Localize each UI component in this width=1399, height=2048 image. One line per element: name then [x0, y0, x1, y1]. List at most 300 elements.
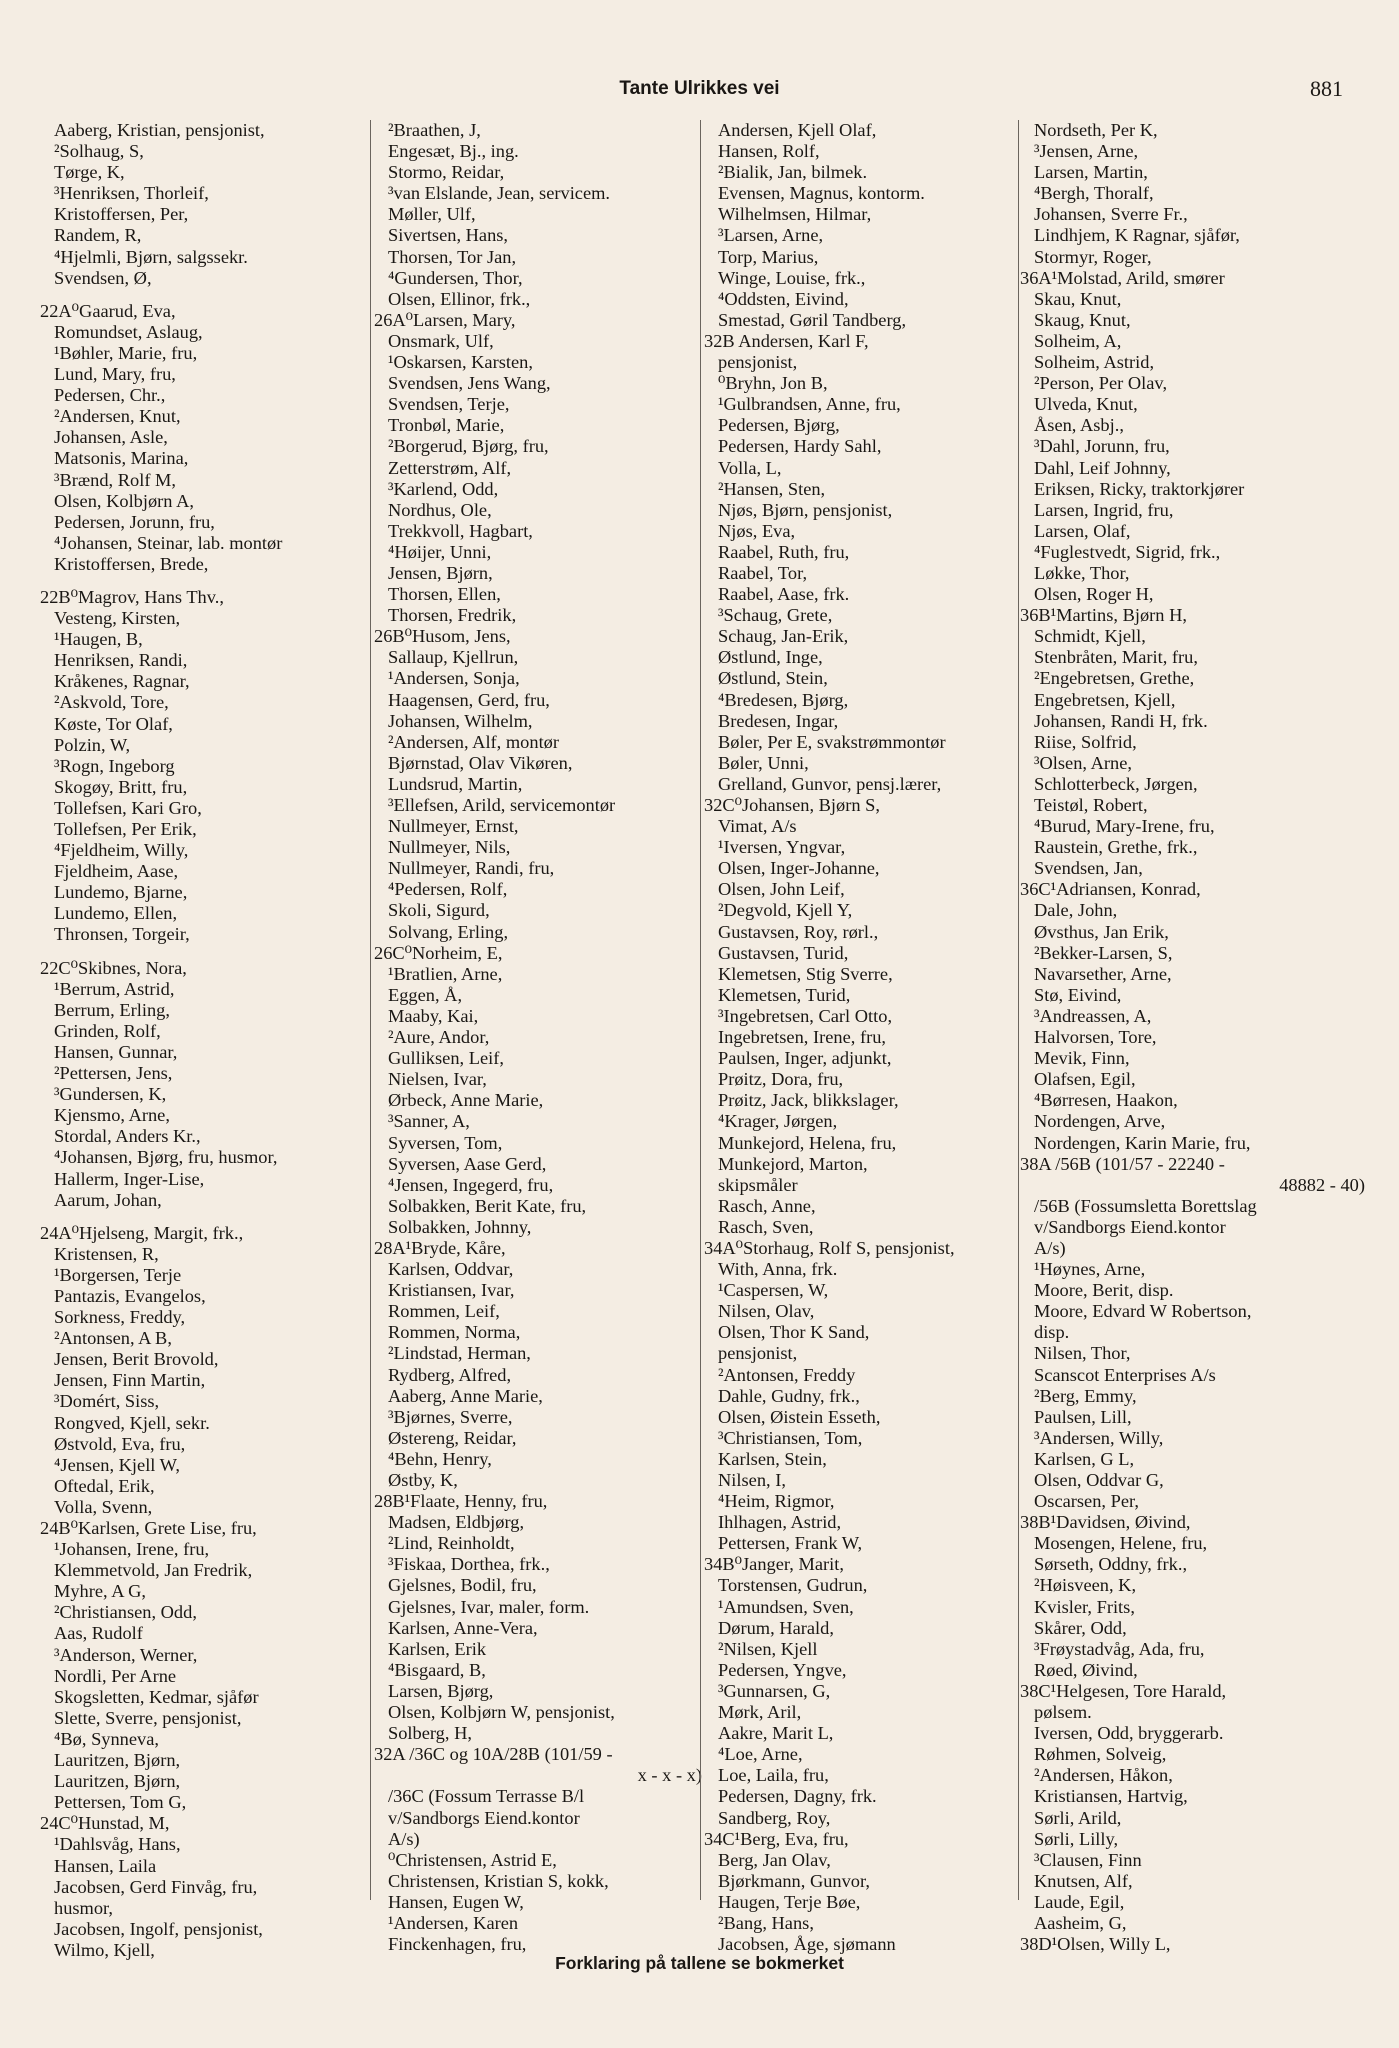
directory-entry: Dørum, Harald,: [718, 1617, 834, 1638]
directory-entry: Solberg, H,: [388, 1723, 472, 1744]
directory-entry: Prøitz, Jack, blikkslager,: [718, 1090, 899, 1111]
directory-entry: ¹Andersen, Karen: [388, 1912, 519, 1933]
directory-entry: Zetterstrøm, Alf,: [388, 457, 512, 478]
directory-entry: Olsen, Thor K Sand,: [718, 1322, 870, 1343]
address-entry: 48882 - 40): [1279, 1174, 1365, 1195]
directory-entry: Nielsen, Ivar,: [388, 1069, 487, 1090]
directory-entry: A/s): [1034, 1237, 1066, 1258]
directory-entry: Østlund, Stein,: [718, 668, 828, 689]
directory-entry: Munkejord, Marton,: [718, 1153, 868, 1174]
directory-entry: Rydberg, Alfred,: [388, 1364, 512, 1385]
directory-entry: Ørbeck, Anne Marie,: [388, 1090, 544, 1111]
directory-entry: Aakre, Marit L,: [718, 1723, 834, 1744]
directory-entry: Pedersen, Hardy Sahl,: [718, 436, 882, 457]
directory-entry: ¹Iversen, Yngvar,: [718, 837, 846, 858]
directory-entry: ³Gunnarsen, G,: [718, 1680, 831, 1701]
directory-entry: ²Askvold, Tore,: [54, 692, 169, 713]
directory-entry: ²Aure, Andor,: [388, 1027, 490, 1048]
directory-entry: Lundemo, Bjarne,: [54, 882, 188, 903]
directory-entry: skipsmåler: [718, 1174, 798, 1195]
directory-entry: ²Andersen, Alf, montør: [388, 731, 560, 752]
address-entry: 26A⁰Larsen, Mary,: [374, 309, 516, 330]
directory-entry: Johansen, Asle,: [54, 427, 168, 448]
directory-entry: ²Bekker-Larsen, S,: [1034, 942, 1173, 963]
directory-entry: Mosengen, Helene, fru,: [1034, 1533, 1208, 1554]
directory-entry: Jensen, Bjørn,: [388, 562, 493, 583]
directory-entry: Christensen, Kristian S, kokk,: [388, 1870, 609, 1891]
directory-entry: Østlund, Inge,: [718, 647, 823, 668]
directory-entry: Navarsether, Arne,: [1034, 963, 1172, 984]
directory-entry: Raabel, Aase, frk.: [718, 584, 850, 605]
directory-entry: ⁴Oddsten, Eivind,: [718, 288, 849, 309]
directory-entry: Pedersen, Chr.,: [54, 385, 166, 406]
footer-note: Forklaring på tallene se bokmerket: [555, 1953, 844, 1973]
address-entry: 38C¹Helgesen, Tore Harald,: [1020, 1680, 1227, 1701]
address-entry: 38A /56B (101/57 - 22240 -: [1020, 1153, 1225, 1174]
directory-entry: Østvold, Eva, fru,: [54, 1433, 186, 1454]
directory-column-4: [1020, 120, 1365, 1955]
directory-entry: Olafsen, Egil,: [1034, 1069, 1136, 1090]
directory-entry: Johansen, Wilhelm,: [388, 710, 533, 731]
directory-entry: ⁴Burud, Mary-Irene, fru,: [1034, 816, 1215, 837]
directory-entry: Svendsen, Terje,: [388, 394, 510, 415]
directory-entry: ²Høisveen, K,: [1034, 1575, 1137, 1596]
directory-entry: Pettersen, Frank W,: [718, 1533, 863, 1554]
directory-entry: Nilsen, I,: [718, 1470, 786, 1490]
column-divider: [1018, 120, 1019, 1900]
directory-entry: Romundset, Aslaug,: [54, 321, 203, 342]
directory-entry: ³Christiansen, Tom,: [718, 1427, 863, 1448]
directory-entry: Pedersen, Yngve,: [718, 1659, 847, 1680]
directory-entry: ¹Borgersen, Terje: [54, 1264, 182, 1285]
directory-entry: Hansen, Eugen W,: [388, 1891, 524, 1912]
directory-entry: v/Sandborgs Eiend.kontor: [388, 1807, 580, 1828]
directory-entry: Svendsen, Ø,: [54, 267, 152, 288]
directory-entry: ²Lind, Reinholdt,: [388, 1533, 515, 1554]
directory-entry: ³Henriksen, Thorleif,: [54, 183, 209, 204]
directory-entry: Østereng, Reidar,: [388, 1427, 517, 1448]
address-entry: 22C⁰Skibnes, Nora,: [40, 957, 187, 978]
directory-entry: Eriksen, Ricky, traktorkjører: [1034, 478, 1245, 499]
directory-entry: ⁴Bø, Synneva,: [54, 1728, 160, 1749]
directory-entry: Gustavsen, Roy, rørl.,: [718, 921, 879, 942]
directory-entry: ¹Bøhler, Marie, fru,: [54, 342, 198, 363]
directory-entry: ³Bjørnes, Sverre,: [388, 1406, 513, 1427]
directory-entry: Eggen, Å,: [388, 984, 463, 1005]
directory-entry: Lauritzen, Bjørn,: [54, 1750, 181, 1771]
directory-entry: /36C (Fossum Terrasse B/l: [388, 1786, 585, 1807]
address-entry: 32C⁰Johansen, Bjørn S,: [704, 795, 880, 815]
directory-entry: Olsen, Kolbjørn W, pensjonist,: [388, 1702, 615, 1723]
directory-entry: ³Ellefsen, Arild, servicemontør: [388, 795, 616, 815]
directory-entry: Wilhelmsen, Hilmar,: [718, 204, 872, 225]
directory-entry: Haagensen, Gerd, fru,: [388, 689, 550, 710]
directory-entry: ³Rogn, Ingeborg: [54, 755, 175, 776]
directory-entry: Nilsen, Thor,: [1034, 1343, 1131, 1364]
directory-entry: Skårer, Odd,: [1034, 1617, 1127, 1638]
directory-entry: ²Antonsen, A B,: [54, 1328, 172, 1349]
directory-entry: Svendsen, Jan,: [1034, 858, 1143, 879]
directory-entry: Aarum, Johan,: [54, 1189, 162, 1210]
directory-entry: Riise, Solfrid,: [1034, 731, 1137, 752]
directory-entry: Skogøy, Britt, fru,: [54, 776, 188, 797]
address-entry: 34C¹Berg, Eva, fru,: [704, 1828, 849, 1849]
directory-entry: Volla, Svenn,: [54, 1496, 153, 1517]
directory-entry: Lauritzen, Bjørn,: [54, 1771, 181, 1792]
address-entry: 28B¹Flaate, Henny, fru,: [374, 1491, 548, 1512]
directory-entry: Tollefsen, Kari Gro,: [54, 797, 202, 818]
directory-entry: ⁰Christensen, Astrid E,: [388, 1849, 557, 1870]
directory-entry: ²Berg, Emmy,: [1034, 1385, 1137, 1406]
directory-entry: Lindhjem, K Ragnar, sjåfør,: [1034, 225, 1240, 246]
address-entry: 38B¹Davidsen, Øivind,: [1020, 1512, 1191, 1533]
directory-entry: ³Andersen, Willy,: [1034, 1427, 1164, 1448]
directory-entry: Køste, Tor Olaf,: [54, 713, 173, 734]
directory-entry: Kristoffersen, Brede,: [54, 553, 209, 574]
directory-entry: Sallaup, Kjellrun,: [388, 647, 519, 668]
directory-entry: Grelland, Gunvor, pensj.lærer,: [718, 773, 942, 794]
directory-entry: Dale, John,: [1034, 900, 1118, 921]
directory-entry: Berrum, Erling,: [54, 999, 170, 1020]
directory-entry: Tollefsen, Per Erik,: [54, 819, 197, 839]
directory-entry: v/Sandborgs Eiend.kontor: [1034, 1216, 1226, 1237]
directory-entry: Solheim, Astrid,: [1034, 352, 1155, 373]
directory-entry: Engesæt, Bj., ing.: [388, 141, 519, 162]
directory-entry: Henriksen, Randi,: [54, 650, 188, 671]
directory-entry: Olsen, Inger-Johanne,: [718, 858, 880, 879]
directory-entry: Bjørkmann, Gunvor,: [718, 1870, 870, 1891]
directory-entry: ³Clausen, Finn: [1034, 1849, 1142, 1870]
address-entry: x - x - x): [637, 1765, 702, 1786]
directory-entry: Vesteng, Kirsten,: [54, 608, 181, 629]
directory-entry: ²Bialik, Jan, bilmek.: [718, 162, 868, 183]
directory-entry: Smestad, Gøril Tandberg,: [718, 309, 907, 330]
directory-entry: ⁴Fjeldheim, Willy,: [54, 840, 189, 861]
directory-entry: Johansen, Randi H, frk.: [1034, 710, 1208, 731]
address-entry: 36A¹Molstad, Arild, smører: [1020, 267, 1225, 288]
directory-entry: ²Bang, Hans,: [718, 1912, 814, 1933]
directory-entry: Madsen, Eldbjørg,: [388, 1512, 525, 1533]
directory-entry: ³Andreassen, A,: [1034, 1005, 1152, 1026]
directory-entry: ³Fiskaa, Dorthea, frk.,: [388, 1554, 550, 1575]
directory-entry: ²Solhaug, S,: [54, 141, 144, 162]
directory-entry: Knutsen, Alf,: [1034, 1870, 1133, 1891]
directory-entry: ³Ingebretsen, Carl Otto,: [718, 1005, 893, 1026]
directory-entry: Bredesen, Ingar,: [718, 710, 839, 731]
directory-entry: Matsonis, Marina,: [54, 448, 189, 469]
address-entry: 24C⁰Hunstad, M,: [40, 1813, 170, 1834]
directory-entry: Slette, Sverre, pensjonist,: [54, 1707, 242, 1728]
directory-entry: Karlsen, Stein,: [718, 1448, 827, 1469]
directory-entry: Røhmen, Solveig,: [1034, 1744, 1167, 1765]
directory-entry: Randem, R,: [54, 225, 142, 246]
directory-entry: Dahle, Gudny, frk.,: [718, 1385, 860, 1406]
directory-entry: Engebretsen, Kjell,: [1034, 689, 1176, 710]
address-entry: 38D¹Olsen, Willy L,: [1020, 1934, 1171, 1955]
directory-entry: Njøs, Bjørn, pensjonist,: [718, 499, 893, 520]
directory-entry: Larsen, Ingrid, fru,: [1034, 499, 1174, 520]
directory-entry: Kristensen, R,: [54, 1243, 159, 1264]
directory-entry: Torstensen, Gudrun,: [718, 1575, 868, 1596]
directory-entry: ²Hansen, Sten,: [718, 478, 826, 499]
directory-entry: Prøitz, Dora, fru,: [718, 1069, 844, 1090]
directory-entry: Onsmark, Ulf,: [388, 330, 494, 351]
directory-entry: Teistøl, Robert,: [1034, 795, 1148, 815]
directory-entry: ¹Oskarsen, Karsten,: [388, 352, 533, 373]
directory-entry: ³Brænd, Rolf M,: [54, 469, 176, 490]
directory-entry: ⁴Loe, Arne,: [718, 1744, 803, 1765]
directory-entry: ³Domért, Siss,: [54, 1391, 160, 1412]
directory-entry: Winge, Louise, frk.,: [718, 267, 866, 288]
directory-entry: Moore, Berit, disp.: [1034, 1280, 1174, 1301]
directory-entry: Schmidt, Kjell,: [1034, 626, 1146, 647]
directory-entry: Kråkenes, Ragnar,: [54, 671, 190, 692]
directory-entry: ²Nilsen, Kjell: [718, 1638, 818, 1659]
directory-entry: ⁴Gundersen, Thor,: [388, 267, 523, 288]
directory-entry: ²Andersen, Knut,: [54, 406, 181, 427]
directory-entry: ⁴Hjelmli, Bjørn, salgssekr.: [54, 246, 248, 267]
directory-entry: Sørli, Lilly,: [1034, 1828, 1119, 1849]
directory-entry: Paulsen, Lill,: [1034, 1406, 1132, 1427]
directory-entry: ³Anderson, Werner,: [54, 1644, 198, 1665]
directory-entry: Jensen, Berit Brovold,: [54, 1349, 219, 1370]
directory-entry: Scanscot Enterprises A/s: [1034, 1364, 1216, 1385]
directory-entry: pensjonist,: [718, 1343, 798, 1364]
directory-entry: ³Karlend, Odd,: [388, 478, 499, 499]
directory-entry: Finckenhagen, fru,: [388, 1934, 527, 1955]
address-entry: 34A⁰Storhaug, Rolf S, pensjonist,: [704, 1237, 955, 1258]
directory-entry: Sandberg, Roy,: [718, 1807, 831, 1828]
directory-entry: Nullmeyer, Nils,: [388, 837, 511, 858]
directory-entry: Klemmetvold, Jan Fredrik,: [54, 1560, 253, 1581]
directory-entry: Dahl, Leif Johnny,: [1034, 457, 1171, 478]
directory-entry: With, Anna, frk.: [718, 1259, 838, 1280]
directory-entry: ¹Gulbrandsen, Anne, fru,: [718, 394, 901, 415]
directory-entry: Thorsen, Fredrik,: [388, 605, 517, 626]
directory-entry: ¹Haugen, B,: [54, 629, 143, 650]
directory-entry: ¹Berrum, Astrid,: [54, 978, 175, 999]
directory-entry: Volla, L,: [718, 457, 782, 478]
directory-entry: Øvsthus, Jan Erik,: [1034, 921, 1169, 942]
directory-entry: ³Frøystadvåg, Ada, fru,: [1034, 1638, 1205, 1659]
directory-entry: Kristiansen, Hartvig,: [1034, 1786, 1188, 1807]
directory-entry: ¹Andersen, Sonja,: [388, 668, 520, 689]
directory-entry: Polzin, W,: [54, 734, 131, 755]
directory-entry: Østby, K,: [388, 1470, 458, 1490]
directory-entry: ¹Høynes, Arne,: [1034, 1259, 1146, 1280]
column-divider: [700, 120, 701, 1900]
directory-entry: Nordli, Per Arne: [54, 1665, 177, 1686]
directory-entry: Haugen, Terje Bøe,: [718, 1891, 861, 1912]
directory-entry: Løkke, Thor,: [1034, 562, 1130, 583]
directory-entry: pensjonist,: [718, 352, 798, 373]
directory-entry: Nullmeyer, Randi, fru,: [388, 858, 555, 879]
directory-entry: Jensen, Finn Martin,: [54, 1370, 206, 1391]
directory-entry: Jacobsen, Åge, sjømann: [718, 1934, 896, 1955]
directory-entry: Klemetsen, Turid,: [718, 984, 851, 1005]
directory-entry: disp.: [1034, 1322, 1070, 1343]
directory-entry: Grinden, Rolf,: [54, 1020, 161, 1041]
directory-entry: Skau, Knut,: [1034, 288, 1122, 309]
directory-entry: A/s): [388, 1828, 420, 1849]
directory-entry: Sørli, Arild,: [1034, 1807, 1122, 1828]
directory-entry: Nilsen, Olav,: [718, 1301, 815, 1322]
address-entry: 24B⁰Karlsen, Grete Lise, fru,: [40, 1518, 257, 1538]
directory-entry: Aaberg, Anne Marie,: [388, 1385, 543, 1406]
directory-entry: Skogsletten, Kedmar, sjåfør: [54, 1686, 259, 1707]
directory-entry: Iversen, Odd, bryggerarb.: [1034, 1723, 1224, 1744]
directory-entry: Trekkvoll, Hagbart,: [388, 520, 533, 541]
directory-entry: Bøler, Unni,: [718, 752, 809, 773]
directory-entry: Karlsen, Anne-Vera,: [388, 1617, 538, 1638]
directory-entry: ³Jensen, Arne,: [1034, 141, 1139, 162]
directory-entry: Ulveda, Knut,: [1034, 394, 1138, 415]
directory-entry: Sivertsen, Hans,: [388, 225, 509, 246]
page-number: 881: [1310, 76, 1343, 101]
address-entry: 22B⁰Magrov, Hans Thv.,: [40, 586, 224, 607]
directory-entry: ²Degvold, Kjell Y,: [718, 900, 853, 921]
directory-entry: ¹Caspersen, W,: [718, 1280, 829, 1301]
directory-entry: Olsen, John Leif,: [718, 879, 845, 900]
directory-entry: ⁴Pedersen, Rolf,: [388, 879, 508, 900]
directory-entry: Rommen, Norma,: [388, 1322, 521, 1343]
directory-entry: Rommen, Leif,: [388, 1301, 500, 1322]
directory-entry: ³Olsen, Arne,: [1034, 752, 1132, 773]
directory-entry: Møller, Ulf,: [388, 204, 476, 225]
directory-entry: Thorsen, Ellen,: [388, 584, 501, 605]
directory-entry: Fjeldheim, Aase,: [54, 861, 179, 882]
directory-entry: ³Larsen, Arne,: [718, 225, 824, 246]
directory-entry: ²Pettersen, Jens,: [54, 1063, 173, 1084]
address-entry: 32A /36C og 10A/28B (101/59 -: [374, 1744, 613, 1765]
directory-entry: ¹Johansen, Irene, fru,: [54, 1539, 210, 1560]
directory-entry: Skaug, Knut,: [1034, 309, 1131, 330]
directory-entry: ⁰Bryhn, Jon B,: [718, 373, 828, 394]
directory-entry: ¹Bratlien, Arne,: [388, 963, 503, 984]
directory-entry: pølsem.: [1034, 1702, 1092, 1723]
directory-entry: Myhre, A G,: [54, 1581, 146, 1602]
directory-entry: Sorkness, Freddy,: [54, 1307, 186, 1328]
directory-entry: ³Sanner, A,: [388, 1111, 470, 1132]
directory-entry: ⁴Børresen, Haakon,: [1034, 1090, 1178, 1111]
directory-entry: Olsen, Oddvar G,: [1034, 1470, 1164, 1490]
directory-entry: Laude, Egil,: [1034, 1891, 1125, 1912]
address-entry: 24A⁰Hjelseng, Margit, frk.,: [40, 1222, 244, 1243]
directory-entry: Raabel, Ruth, fru,: [718, 541, 850, 562]
directory-entry: Paulsen, Inger, adjunkt,: [718, 1048, 892, 1069]
directory-entry: Jacobsen, Ingolf, pensjonist,: [54, 1918, 263, 1939]
directory-entry: Raustein, Grethe, frk.,: [1034, 837, 1198, 858]
directory-entry: Stø, Eivind,: [1034, 984, 1122, 1005]
directory-entry: ⁴Jensen, Kjell W,: [54, 1454, 180, 1475]
directory-entry: ²Antonsen, Freddy: [718, 1364, 856, 1385]
directory-entry: Pedersen, Jorunn, fru,: [54, 511, 215, 532]
directory-entry: Rongved, Kjell, sekr.: [54, 1412, 210, 1433]
directory-entry: Aaberg, Kristian, pensjonist,: [54, 120, 265, 140]
directory-entry: Munkejord, Helena, fru,: [718, 1132, 897, 1153]
directory-entry: ⁴Krager, Jørgen,: [718, 1111, 838, 1132]
directory-entry: ²Braathen, J,: [388, 120, 481, 140]
directory-entry: Mørk, Aril,: [718, 1702, 802, 1723]
directory-entry: Gustavsen, Turid,: [718, 942, 849, 963]
directory-entry: Stormyr, Roger,: [1034, 246, 1152, 267]
directory-entry: ⁴Bisgaard, B,: [388, 1659, 486, 1680]
directory-entry: Rasch, Anne,: [718, 1195, 816, 1216]
directory-entry: Bøler, Per E, svakstrømmontør: [718, 731, 946, 752]
address-entry: 32B Andersen, Karl F,: [704, 330, 869, 351]
address-entry: 26B⁰Husom, Jens,: [374, 626, 511, 647]
directory-entry: ³Schaug, Grete,: [718, 605, 833, 626]
directory-entry: Solbakken, Berit Kate, fru,: [388, 1195, 587, 1216]
directory-entry: ⁴Høijer, Unni,: [388, 541, 492, 562]
directory-entry: Pettersen, Tom G,: [54, 1792, 187, 1813]
directory-entry: Kristiansen, Ivar,: [388, 1280, 515, 1301]
directory-entry: Aasheim, G,: [1034, 1912, 1127, 1933]
directory-entry: Hansen, Rolf,: [718, 141, 820, 162]
directory-entry: ⁴Johansen, Steinar, lab. montør: [54, 532, 283, 553]
directory-entry: Nullmeyer, Ernst,: [388, 816, 519, 837]
directory-entry: Gjelsnes, Ivar, maler, form.: [388, 1596, 590, 1617]
directory-entry: Stenbråten, Marit, fru,: [1034, 647, 1198, 668]
directory-entry: ²Borgerud, Bjørg, fru,: [388, 436, 549, 457]
directory-entry: Skoli, Sigurd,: [388, 900, 490, 921]
directory-column-3: [704, 120, 1022, 1955]
directory-entry: ⁴Bredesen, Bjørg,: [718, 689, 849, 710]
directory-entry: ⁴Fuglestvedt, Sigrid, frk.,: [1034, 541, 1221, 562]
directory-entry: Schlotterbeck, Jørgen,: [1034, 773, 1198, 794]
directory-entry: ³Dahl, Jorunn, fru,: [1034, 436, 1170, 457]
directory-entry: Gjelsnes, Bodil, fru,: [388, 1575, 537, 1596]
directory-entry: Larsen, Bjørg,: [388, 1680, 494, 1701]
directory-entry: ²Engebretsen, Grethe,: [1034, 668, 1195, 689]
directory-entry: Nordseth, Per K,: [1034, 120, 1158, 140]
directory-entry: ⁴Johansen, Bjørg, fru, husmor,: [54, 1147, 278, 1168]
directory-entry: /56B (Fossumsletta Borettslag: [1034, 1195, 1257, 1216]
directory-entry: Tronbøl, Marie,: [388, 415, 505, 436]
directory-entry: Hansen, Gunnar,: [54, 1041, 178, 1062]
address-entry: 36B¹Martins, Bjørn H,: [1020, 605, 1187, 626]
directory-entry: Syversen, Tom,: [388, 1132, 503, 1153]
directory-entry: Loe, Laila, fru,: [718, 1765, 829, 1786]
directory-entry: Halvorsen, Tore,: [1034, 1027, 1157, 1048]
directory-entry: Gulliksen, Leif,: [388, 1048, 504, 1069]
directory-entry: Aas, Rudolf: [54, 1623, 143, 1644]
directory-entry: Njøs, Eva,: [718, 520, 796, 541]
directory-entry: Klemetsen, Stig Sverre,: [718, 963, 893, 984]
directory-entry: Thorsen, Tor Jan,: [388, 246, 517, 267]
directory-entry: Syversen, Aase Gerd,: [388, 1153, 547, 1174]
directory-entry: ⁴Behn, Henry,: [388, 1448, 492, 1469]
directory-entry: Hallerm, Inger-Lise,: [54, 1168, 205, 1189]
directory-entry: Schaug, Jan-Erik,: [718, 626, 849, 647]
directory-entry: Hansen, Laila: [54, 1855, 157, 1876]
directory-entry: ³Gundersen, K,: [54, 1084, 167, 1105]
directory-entry: ²Andersen, Håkon,: [1034, 1765, 1173, 1786]
directory-entry: ²Person, Per Olav,: [1034, 373, 1168, 394]
directory-entry: Solbakken, Johnny,: [388, 1216, 532, 1237]
directory-entry: Evensen, Magnus, kontorm.: [718, 183, 925, 204]
directory-entry: Tørge, K,: [54, 162, 125, 183]
directory-entry: Larsen, Martin,: [1034, 162, 1148, 183]
directory-entry: Maaby, Kai,: [388, 1005, 479, 1026]
directory-entry: Nordengen, Karin Marie, fru,: [1034, 1132, 1251, 1153]
directory-entry: Olsen, Ellinor, frk.,: [388, 288, 531, 309]
directory-entry: Lundemo, Ellen,: [54, 903, 178, 924]
directory-entry: Torp, Marius,: [718, 246, 819, 267]
directory-entry: Moore, Edvard W Robertson,: [1034, 1301, 1252, 1322]
directory-entry: Oftedal, Erik,: [54, 1475, 155, 1496]
directory-entry: ²Christiansen, Odd,: [54, 1602, 197, 1623]
